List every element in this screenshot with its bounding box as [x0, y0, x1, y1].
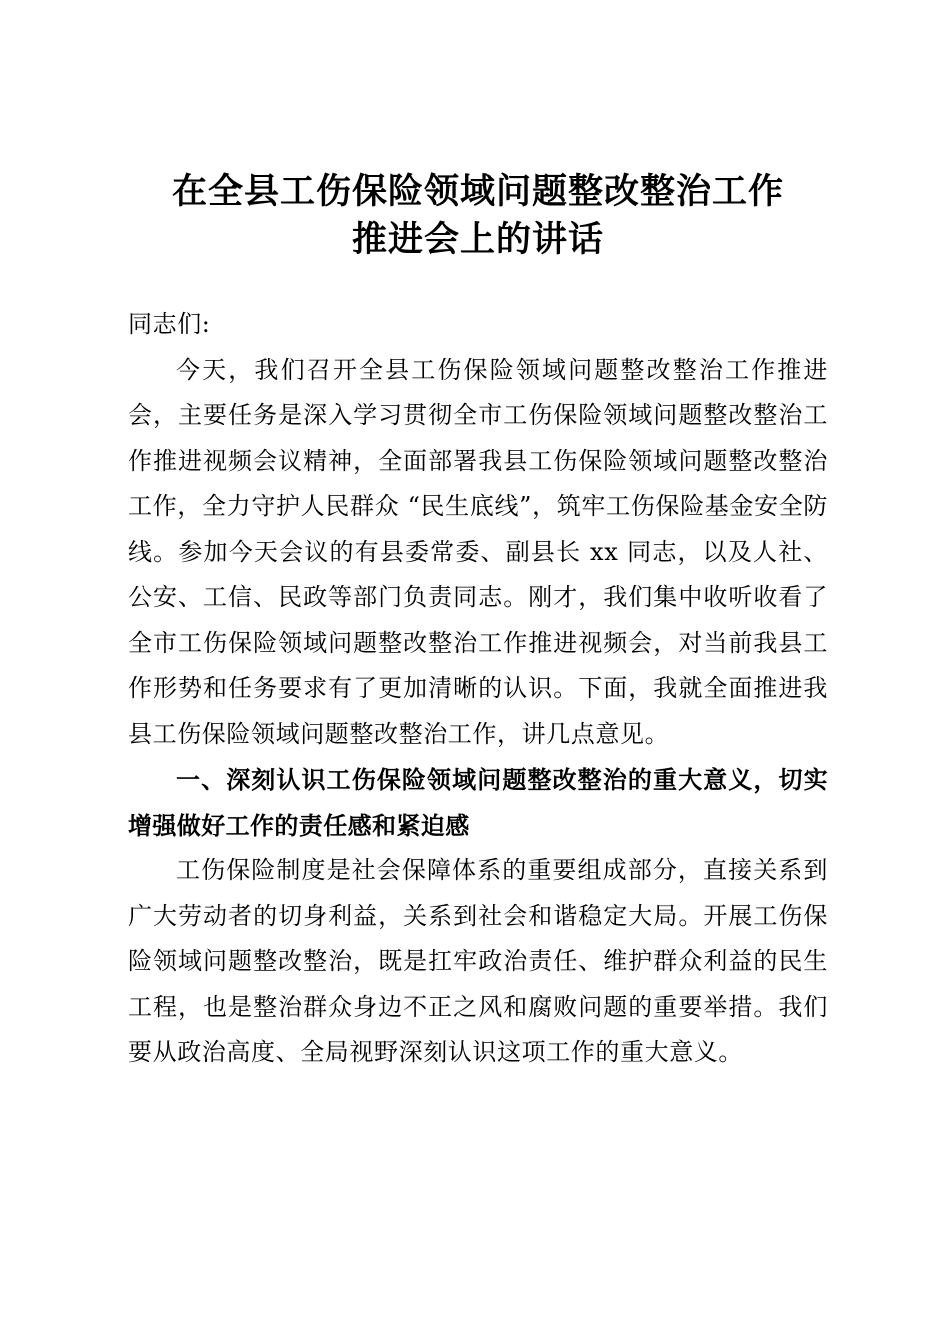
section-1-paragraph: 工伤保险制度是社会保障体系的重要组成部分，直接关系到广大劳动者的切身利益，关系到社会和谐稳定大局。开展工伤保险领域问题整改整治，既是扛牢政治责任、维护群众利益的民生工程，也是整治群众身边不正之风和腐败问题的重要举措。我们要从政治高度、全局视野深刻认识这项工作的重大意义。: [128, 856, 828, 1066]
section-1-heading: 一、深刻认识工伤保险领域问题整改整治的重大意义，切实增强做好工作的责任感和紧迫感: [128, 765, 828, 840]
intro-paragraph: 今天，我们召开全县工伤保险领域问题整改整治工作推进会，主要任务是深入学习贯彻全市工伤保险领域问题整改整治工作推进视频会议精神，全面部署我县工伤保险领域问题整改整治工作，全力守护人民群众 “民生底线”，筑牢工伤保险基金安全防线。参加今天会议的有县委常委、副县长 xx 同志，以及人社、公安、工信、民政等部门负责同志。刚才，我们集中收听收看了全市工伤保险领域问题整改整治工作推进视频会，对当前我县工作形势和任务要求有了更加清晰的认识。下面，我就全面推进我县工伤保险领域问题整改整治工作，讲几点意见。: [128, 355, 828, 748]
title-line-2: 推进会上的讲话: [351, 219, 604, 260]
title-line-1: 在全县工伤保险领域问题整改整治工作: [171, 171, 784, 212]
document-title: [128, 168, 828, 264]
document-page: [128, 168, 828, 1076]
salutation: 同志们:: [128, 310, 211, 338]
